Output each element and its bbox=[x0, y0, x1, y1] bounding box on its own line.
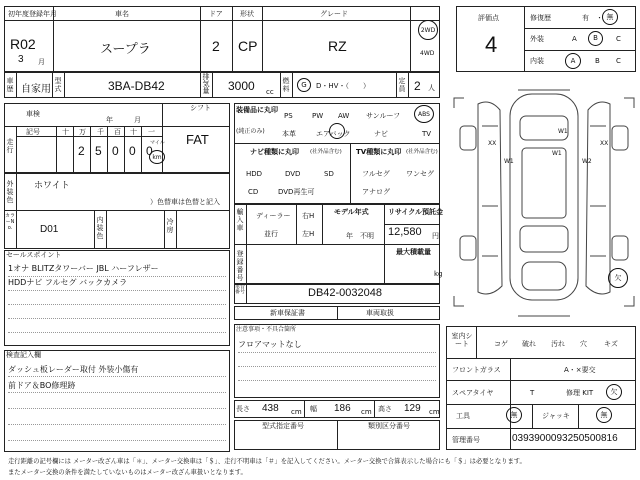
inspector-line-2: 前ドア＆BO修理跡 bbox=[8, 381, 76, 390]
equip-airbag: エアバック bbox=[316, 130, 351, 138]
row2-block bbox=[4, 72, 440, 98]
sales-line-2: HDDナビ フルセグ バックカメラ bbox=[8, 278, 128, 287]
seat-tear: 破れ bbox=[522, 340, 536, 348]
equip-sub: (純正のみ) bbox=[236, 128, 265, 135]
equip-sunroof: サンルーフ bbox=[366, 112, 401, 120]
record-handling: 車両取扱 bbox=[366, 309, 394, 317]
equip-tv: TV bbox=[422, 130, 432, 138]
ext-label: 外装 bbox=[530, 35, 544, 43]
door-label: ドア bbox=[209, 10, 223, 18]
ext-grade-c: C bbox=[616, 35, 621, 43]
height-unit: cm bbox=[429, 408, 440, 416]
car-damage-diagram bbox=[448, 86, 640, 322]
height-label: 高さ bbox=[378, 405, 392, 413]
spare-missing-circled: 欠 bbox=[606, 384, 622, 400]
ext-grade-a: A bbox=[572, 35, 577, 43]
mark-w1-left: W1 bbox=[504, 158, 514, 165]
spare-missing-mark: 欠 bbox=[608, 268, 628, 288]
type-code: 3BA-DB42 bbox=[108, 79, 165, 93]
tools-label: 工具 bbox=[456, 412, 470, 420]
import-label: 輸入車 bbox=[236, 208, 244, 232]
mark-xx-right: XX bbox=[600, 140, 609, 147]
shift-value: FAT bbox=[186, 132, 209, 147]
reg-year-label: 初年度登録年月 bbox=[8, 10, 57, 18]
capacity-unit: 人 bbox=[428, 84, 435, 92]
ext-grade-b-circled: B bbox=[588, 31, 603, 46]
color-no-label: カラーNo. bbox=[5, 213, 16, 231]
reg-no-label: 登録番号 bbox=[236, 250, 244, 282]
tv-fullseg: フルセグ bbox=[362, 170, 390, 178]
equip-leather: 本革 bbox=[282, 130, 296, 138]
digit-4: 0 bbox=[129, 144, 136, 158]
import-left: 左H bbox=[302, 230, 315, 238]
equip-navi: ナビ bbox=[374, 130, 388, 138]
digit-3: 0 bbox=[112, 144, 119, 158]
model-name: スープラ bbox=[100, 42, 151, 57]
mgmt-label: 管理番号 bbox=[452, 436, 480, 444]
mile-label: マイル bbox=[150, 140, 165, 146]
history-yes: 有 bbox=[582, 14, 589, 22]
fuel-rest: D・HV・（ ） bbox=[316, 82, 370, 90]
nav-cd: CD bbox=[248, 188, 259, 196]
recycle-label: リサイクル預託金 bbox=[388, 208, 444, 216]
digit-label-3: 千 bbox=[97, 128, 104, 136]
airbag-circle-mark bbox=[329, 123, 345, 139]
windshield-label: フロントガラス bbox=[452, 366, 501, 374]
reg-month: 3 bbox=[18, 54, 24, 65]
spare-t: T bbox=[530, 389, 535, 397]
mark-w2-right: W2 bbox=[582, 158, 592, 165]
reg-year: R02 bbox=[10, 36, 36, 52]
length-value: 438 bbox=[262, 403, 279, 414]
inspection-label: 車検 bbox=[26, 110, 40, 118]
color-note: ）色替車は色替と記入 bbox=[150, 198, 220, 206]
seat-dirt: 汚れ bbox=[551, 340, 565, 348]
insp-month-unit: 月 bbox=[134, 116, 141, 124]
seat-scratch: キズ bbox=[604, 340, 618, 348]
width-label: 幅 bbox=[310, 405, 317, 413]
nav-type-sub: (社外品含む) bbox=[310, 149, 342, 155]
equip-ps: PS bbox=[284, 112, 293, 120]
nav-dvd: DVD bbox=[285, 170, 301, 178]
inspector-line-1: ダッシュ板レーダー取付 外装小傷有 bbox=[8, 365, 139, 374]
category-value: 自家用 bbox=[21, 84, 51, 95]
width-unit: cm bbox=[361, 408, 372, 416]
length-unit: cm bbox=[291, 408, 302, 416]
int-grade-a-circled: A bbox=[565, 53, 581, 69]
cc-unit: cc bbox=[266, 88, 274, 96]
doors-value: 2 bbox=[212, 38, 220, 54]
digit-label-6: 一 bbox=[148, 128, 155, 136]
drive-4wd: 4WD bbox=[420, 50, 435, 57]
chassis-label: 車台番号 bbox=[235, 284, 246, 295]
spare-repair: 修理 KIT bbox=[566, 389, 594, 397]
shift-label: シフト bbox=[190, 104, 211, 112]
equip-label: 装備品に丸印 bbox=[236, 106, 278, 114]
spare-label: スペアタイヤ bbox=[452, 389, 494, 397]
grade-value: RZ bbox=[328, 38, 347, 54]
notes-label: 注意事項・不具合箇所 bbox=[236, 326, 297, 333]
digit-label-2: 万 bbox=[79, 128, 86, 136]
capacity-value: 2 bbox=[414, 79, 421, 93]
history-label: 修復歴 bbox=[530, 14, 551, 22]
digit-5: 0 bbox=[146, 144, 153, 158]
history-sep: ・ bbox=[596, 14, 603, 22]
notes-block bbox=[234, 324, 440, 398]
class-label: 類別区分番号 bbox=[368, 422, 410, 430]
score-label: 評価点 bbox=[478, 14, 499, 22]
seat-burn: コゲ bbox=[494, 340, 508, 348]
jack-none-circled: 無 bbox=[596, 407, 612, 423]
equip-aw: AW bbox=[338, 112, 350, 120]
fuel-g-circled: G bbox=[297, 78, 311, 92]
int-grade-c: C bbox=[616, 57, 621, 65]
width-value: 186 bbox=[334, 403, 351, 414]
color-no: D01 bbox=[40, 224, 59, 235]
tv-type-label: TV種類に丸印 bbox=[356, 148, 402, 156]
displacement-value: 3000 bbox=[228, 79, 255, 93]
equip-abs-circled: ABS bbox=[414, 105, 434, 123]
mark-w1-top: W1 bbox=[558, 128, 568, 135]
color-value: ホワイト bbox=[34, 181, 70, 191]
insp-year-unit: 年 bbox=[106, 116, 113, 124]
windshield-value: A・×要交 bbox=[564, 366, 596, 374]
digit-label-1: 十 bbox=[62, 128, 69, 136]
capacity-label: 定員 bbox=[398, 77, 406, 93]
category-label: 車歴 bbox=[6, 77, 14, 93]
int-grade-b: B bbox=[595, 57, 600, 65]
model-label: 車名 bbox=[115, 10, 129, 18]
fuel-label: 燃料 bbox=[282, 77, 290, 93]
drive-2wd-circled: 2WD bbox=[418, 20, 438, 40]
score-value: 4 bbox=[485, 32, 498, 57]
km-circled: km bbox=[149, 150, 165, 164]
recycle-value: 12,580 bbox=[388, 226, 422, 238]
tv-type-sub: (社外品含む) bbox=[406, 149, 438, 155]
equip-pw: PW bbox=[312, 112, 324, 120]
interior-color-label: 内装色 bbox=[96, 216, 104, 240]
interior-seat-label: 室内シート bbox=[451, 332, 473, 348]
type-label: 型式 bbox=[54, 77, 62, 93]
nav-sd: SD bbox=[324, 170, 334, 178]
max-load-unit: kg bbox=[434, 270, 443, 278]
recycle-unit: 円 bbox=[432, 232, 439, 240]
height-value: 129 bbox=[404, 403, 421, 414]
color-label: 外装色 bbox=[6, 180, 14, 204]
digit-1: 2 bbox=[78, 144, 85, 158]
cooling-label: 冷房 bbox=[166, 218, 174, 234]
footer-line-1: 走行距離の記号欄には メーター改ざん車は「＊」、メーター交換車は「＄」、走行不明車は「＃」を記入してください。メーター交換で合算表示した場合にも「＄」は必要となります。 bbox=[8, 458, 526, 465]
shape-value: CP bbox=[238, 38, 258, 54]
displacement-label: 排気量 bbox=[202, 73, 210, 95]
inspector-label: 検査記入欄 bbox=[6, 351, 41, 359]
digit-label-5: 十 bbox=[130, 128, 137, 136]
nav-dvd-play: DVD再生可 bbox=[278, 188, 315, 196]
jack-label: ジャッキ bbox=[542, 412, 570, 420]
import-parallel: 並行 bbox=[264, 230, 278, 238]
digit-2: 5 bbox=[95, 144, 102, 158]
import-right: 右H bbox=[302, 212, 315, 220]
int-label: 内装 bbox=[530, 57, 544, 65]
footer-line-2: またメーター交換の条件を満たしていないものはメーター改ざん車扱いとなります。 bbox=[8, 469, 247, 476]
seat-hole: 穴 bbox=[580, 340, 587, 348]
digit-label-0: 記号 bbox=[26, 128, 40, 136]
max-load-label: 最大積載量 bbox=[396, 248, 431, 256]
chassis-value: DB42-0032048 bbox=[308, 287, 383, 299]
reg-month-unit: 月 bbox=[38, 58, 45, 66]
mgmt-value: 0393900093250500816 bbox=[512, 433, 618, 444]
grade-label: グレード bbox=[320, 10, 348, 18]
shape-label: 形状 bbox=[240, 10, 254, 18]
history-no-circled: 無 bbox=[602, 9, 618, 25]
form-label: 型式指定番号 bbox=[262, 422, 304, 430]
nav-type-label: ナビ種類に丸印 bbox=[250, 148, 299, 156]
tools-none-circled: 無 bbox=[506, 407, 522, 423]
sales-line-1: 1オナ BLITZタワーバー JBL ハーフレザー bbox=[8, 264, 159, 273]
notes-text: フロアマットなし bbox=[238, 340, 302, 349]
model-year-value: 年 不明 bbox=[346, 232, 374, 240]
mark-w1-center: W1 bbox=[552, 150, 562, 157]
record-warranty: 新車保証書 bbox=[270, 309, 305, 317]
mark-xx-left: XX bbox=[488, 140, 497, 147]
sales-points-label: セールスポイント bbox=[6, 251, 62, 259]
tv-oneseg: ワンセグ bbox=[406, 170, 434, 178]
import-dealer: ディーラー bbox=[256, 212, 291, 220]
nav-hdd: HDD bbox=[246, 170, 263, 178]
run-label: 走行 bbox=[6, 138, 14, 154]
model-year-label: モデル年式 bbox=[334, 208, 369, 216]
length-label: 長さ bbox=[236, 405, 250, 413]
digit-label-4: 百 bbox=[114, 128, 121, 136]
tv-analog: アナログ bbox=[362, 188, 390, 196]
